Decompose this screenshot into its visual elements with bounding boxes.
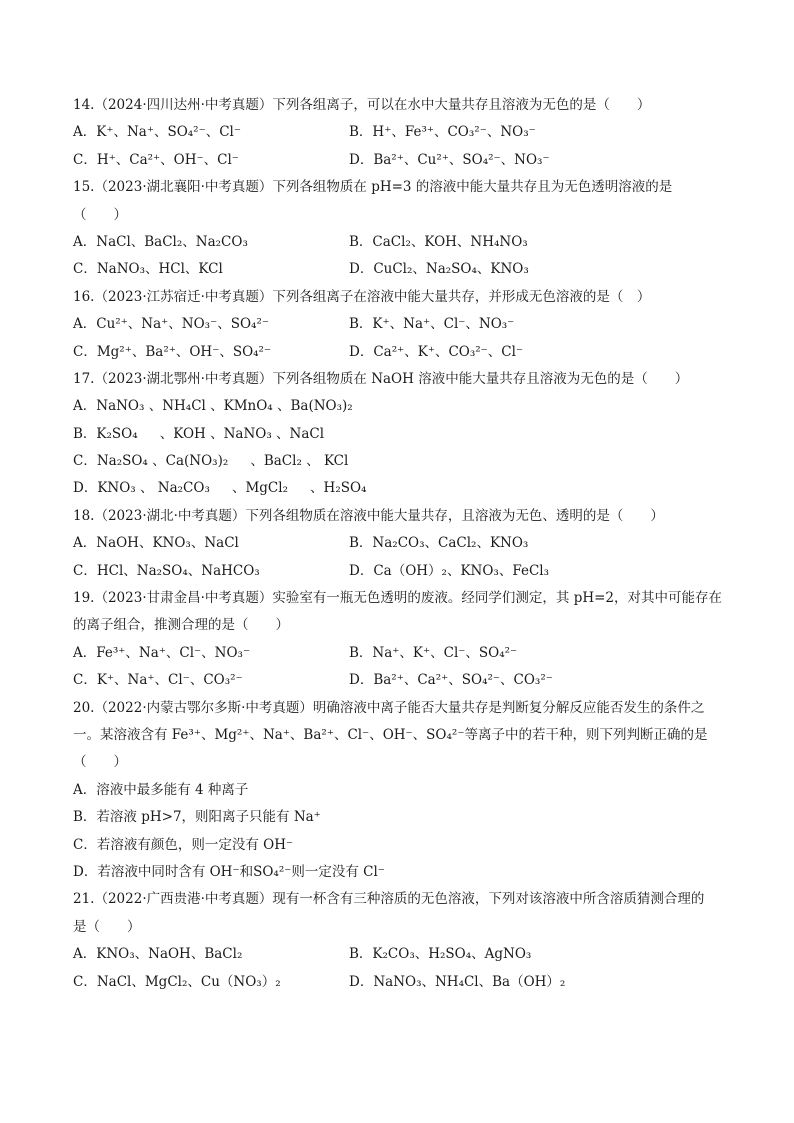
- question-20-option-b[interactable]: B．若溶液 pH>7，则阳离子只能有 Na⁺: [73, 809, 321, 826]
- question-20-stem: 20.（2022·内蒙古鄂尔多斯·中考真题）明确溶液中离子能否大量共存是判断复分解反应能否发生的条件之: [73, 699, 705, 716]
- question-21-stem-cont: 是（ ）: [73, 918, 141, 935]
- question-19-options-row-2: [73, 667, 733, 694]
- question-14-options-row-2: [73, 147, 733, 174]
- question-19-stem-cont: 的离子组合，推测合理的是（ ）: [73, 617, 289, 634]
- question-14-stem: 14.（2024·四川达州·中考真题）下列各组离子，可以在水中大量共存且溶液为无色的是（ ）: [73, 97, 651, 113]
- question-18-options-row-2: [73, 558, 733, 585]
- question-15-stem-cont: （ ）: [73, 206, 127, 223]
- question-14-option-d[interactable]: D．Ba²⁺、Cu²⁺、SO₄²⁻、NO₃⁻: [349, 151, 550, 168]
- question-17-stem: 17.（2023·湖北鄂州·中考真题）下列各组物质在 NaOH 溶液中能大量共存且溶液为无色的是（ ）: [73, 370, 689, 387]
- question-19-option-c[interactable]: C．K⁺、Na⁺、Cl⁻、CO₃²⁻: [73, 672, 243, 689]
- question-19-stem: 19.（2023·甘肃金昌·中考真题）实验室有一瓶无色透明的废液。经同学们测定，其 pH=2，对其中可能存在: [73, 590, 723, 607]
- question-18-options-row-1: [73, 530, 733, 557]
- question-14-option-b[interactable]: B．H⁺、Fe³⁺、CO₃²⁻、NO₃⁻: [349, 124, 536, 141]
- question-16-option-d[interactable]: D．Ca²⁺、K⁺、CO₃²⁻、Cl⁻: [349, 343, 524, 360]
- question-17-option-c[interactable]: C．Na₂SO₄ 、Ca(NO₃)₂ 、BaCl₂ 、 KCl: [73, 453, 349, 470]
- question-15-option-b[interactable]: B．CaCl₂、KOH、NH₄NO₃: [349, 233, 528, 250]
- question-17-option-d[interactable]: D．KNO₃ 、 Na₂CO₃ 、MgCl₂ 、H₂SO₄: [73, 480, 367, 497]
- question-20-stem-cont-2: （ ）: [73, 754, 127, 771]
- question-20-option-d[interactable]: D．若溶液中同时含有 OH⁻和SO₄²⁻则一定没有 Cl⁻: [73, 863, 385, 880]
- question-15-stem: 15.（2023·湖北襄阳·中考真题）下列各组物质在 pH=3 的溶液中能大量共存且为无色透明溶液的是: [73, 179, 673, 196]
- question-21-option-b[interactable]: B．K₂CO₃、H₂SO₄、AgNO₃: [349, 946, 532, 963]
- question-21-option-a[interactable]: A．KNO₃、NaOH、BaCl₂: [73, 946, 243, 963]
- question-18-option-c[interactable]: C．HCl、Na₂SO₄、NaHCO₃: [73, 562, 260, 579]
- question-21-option-d[interactable]: D．NaNO₃、NH₄Cl、Ba（OH）₂: [349, 973, 566, 990]
- question-18-stem: 18.（2023·湖北·中考真题）下列各组物质在溶液中能大量共存，且溶液为无色、透明的是（ ）: [73, 507, 664, 524]
- question-19-option-a[interactable]: A．Fe³⁺、Na⁺、Cl⁻、NO₃⁻: [73, 644, 251, 661]
- question-21-option-c[interactable]: C．NaCl、MgCl₂、Cu（NO₃）₂: [73, 973, 281, 990]
- question-21-stem: 21.（2022·广西贵港·中考真题）现有一杯含有三种溶质的无色溶液，下列对该溶液中所含溶质猜测合理的: [73, 891, 705, 908]
- question-16-option-c[interactable]: C．Mg²⁺、Ba²⁺、OH⁻、SO₄²⁻: [73, 343, 272, 360]
- question-14-option-a[interactable]: A．K⁺、Na⁺、SO₄²⁻、Cl⁻: [73, 124, 241, 141]
- question-list: [73, 92, 733, 996]
- question-17-option-a[interactable]: A．NaNO₃ 、NH₄Cl 、KMnO₄ 、Ba(NO₃)₂: [73, 398, 353, 415]
- question-20-stem-cont-1: 一。某溶液含有 Fe³⁺、Mg²⁺、Na⁺、Ba²⁺、Cl⁻、OH⁻、SO₄²⁻等离子中的若干种，则下列判断正确的是: [73, 726, 708, 743]
- question-15-options-row-2: [73, 256, 733, 283]
- question-21-options-row-2: [73, 969, 733, 996]
- question-16-option-b[interactable]: B．K⁺、Na⁺、Cl⁻、NO₃⁻: [349, 316, 515, 333]
- question-15-option-a[interactable]: A．NaCl、BaCl₂、Na₂CO₃: [73, 233, 248, 250]
- question-19-option-d[interactable]: D．Ba²⁺、Ca²⁺、SO₄²⁻、CO₃²⁻: [349, 672, 553, 689]
- question-16-options-row-1: [73, 311, 733, 338]
- question-19-option-b[interactable]: B．Na⁺、K⁺、Cl⁻、SO₄²⁻: [349, 644, 518, 661]
- question-18-option-a[interactable]: A．NaOH、KNO₃、NaCl: [73, 535, 239, 552]
- question-18-option-b[interactable]: B．Na₂CO₃、CaCl₂、KNO₃: [349, 535, 529, 552]
- question-18-option-d[interactable]: D．Ca（OH）₂、KNO₃、FeCl₃: [349, 562, 550, 579]
- question-15-option-d[interactable]: D．CuCl₂、Na₂SO₄、KNO₃: [349, 261, 529, 278]
- question-15-options-row-1: [73, 229, 733, 256]
- question-19-options-row-1: [73, 640, 733, 667]
- question-16-stem: 16.（2023·江苏宿迁·中考真题）下列各组离子在溶液中能大量共存，并形成无色溶液的是（ ）: [73, 288, 651, 305]
- question-14-options-row-1: [73, 119, 733, 146]
- question-20-option-a[interactable]: A．溶液中最多能有 4 种离子: [73, 781, 249, 798]
- question-16-options-row-2: [73, 339, 733, 366]
- question-16-option-a[interactable]: A．Cu²⁺、Na⁺、NO₃⁻、SO₄²⁻: [73, 316, 269, 333]
- question-17-option-b[interactable]: B．K₂SO₄ 、KOH 、NaNO₃ 、NaCl: [73, 425, 325, 442]
- question-21-options-row-1: [73, 941, 733, 968]
- question-15-option-c[interactable]: C．NaNO₃、HCl、KCl: [73, 261, 223, 278]
- question-20-option-c[interactable]: C．若溶液有颜色，则一定没有 OH⁻: [73, 836, 294, 853]
- question-14-option-c[interactable]: C．H⁺、Ca²⁺、OH⁻、Cl⁻: [73, 151, 239, 168]
